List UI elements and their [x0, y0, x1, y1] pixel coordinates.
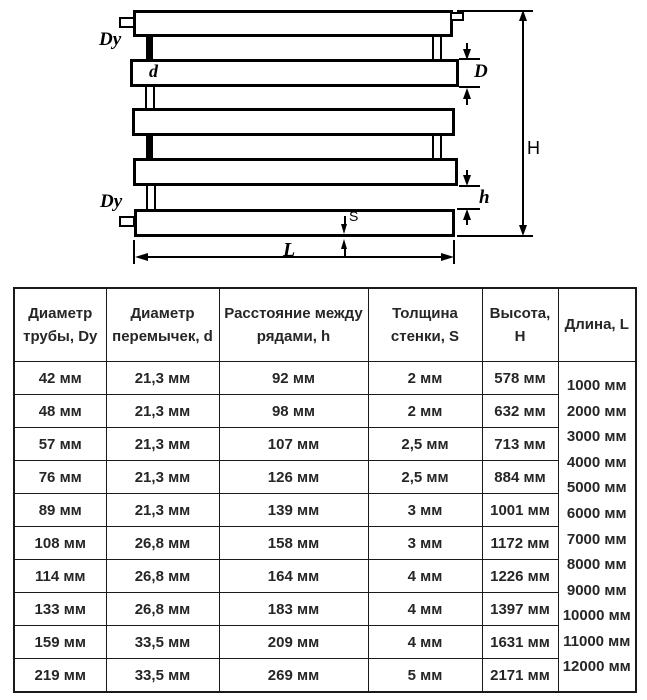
table-cell: 5 мм	[368, 659, 482, 693]
table-cell: 42 мм	[14, 362, 106, 395]
length-value: 9000 мм	[566, 581, 627, 599]
length-value: 6000 мм	[566, 504, 627, 522]
length-value: 10000 мм	[562, 607, 631, 625]
table-cell: 3 мм	[368, 527, 482, 560]
table-cell: 219 мм	[14, 659, 106, 693]
header-jumper-diameter: Диаметр перемычек, d	[106, 288, 219, 362]
table-cell: 2,5 мм	[368, 428, 482, 461]
table-cell: 139 мм	[219, 494, 368, 527]
length-value: 4000 мм	[566, 453, 627, 471]
length-value: 11000 мм	[563, 632, 631, 650]
dim-arrow-H-bottom	[519, 225, 527, 236]
length-value: 3000 мм	[566, 428, 627, 446]
dim-label-dy-bottom: Dy	[100, 191, 123, 212]
table-row	[14, 560, 636, 593]
length-value: 2000 мм	[566, 402, 627, 420]
table-cell: 26,8 мм	[106, 593, 219, 626]
table-cell: 1631 мм	[482, 626, 558, 659]
length-value: 7000 мм	[566, 530, 627, 548]
table-cell: 2,5 мм	[368, 461, 482, 494]
table-cell: 114 мм	[14, 560, 106, 593]
table-cell: 21,3 мм	[106, 395, 219, 428]
table-cell: 2 мм	[368, 395, 482, 428]
table-row	[14, 494, 636, 527]
table-row	[14, 593, 636, 626]
table-cell: 632 мм	[482, 395, 558, 428]
table-cell: 21,3 мм	[106, 494, 219, 527]
table-cell: 164 мм	[219, 560, 368, 593]
pipe-3	[132, 108, 455, 136]
table-cell: 2171 мм	[482, 659, 558, 693]
pipe-5	[134, 209, 455, 237]
table-cell: 183 мм	[219, 593, 368, 626]
table-cell: 269 мм	[219, 659, 368, 693]
table-cell: 108 мм	[14, 527, 106, 560]
length-value: 1000 мм	[566, 376, 627, 394]
dim-arrow-D-upper	[463, 49, 471, 60]
table-row	[14, 527, 636, 560]
table-cell: 158 мм	[219, 527, 368, 560]
dim-arrow-D-lower-line	[466, 97, 468, 105]
dim-label-S: S	[349, 208, 359, 224]
table-cell: 21,3 мм	[106, 461, 219, 494]
dim-label-d: d	[149, 61, 158, 81]
table-cell: 4 мм	[368, 626, 482, 659]
table-cell: 57 мм	[14, 428, 106, 461]
dimensions-spec-table	[13, 287, 637, 693]
table-cell: 107 мм	[219, 428, 368, 461]
table-cell: 89 мм	[14, 494, 106, 527]
dim-label-H: H	[527, 138, 540, 158]
table-cell: 1226 мм	[482, 560, 558, 593]
table-cell: 26,8 мм	[106, 527, 219, 560]
table-cell: 1001 мм	[482, 494, 558, 527]
length-value: 12000 мм	[562, 658, 631, 676]
dim-arrow-L-right	[441, 253, 454, 261]
register-radiator-diagram	[0, 0, 647, 283]
table-cell: 126 мм	[219, 461, 368, 494]
table-cell: 21,3 мм	[106, 428, 219, 461]
table-cell: 209 мм	[219, 626, 368, 659]
inlet-stub-top-left	[119, 17, 135, 28]
pipe-2	[130, 59, 459, 87]
table-cell: 26,8 мм	[106, 560, 219, 593]
dim-arrow-h-upper	[463, 175, 471, 186]
table-cell: 33,5 мм	[106, 659, 219, 693]
length-value: 5000 мм	[566, 479, 627, 497]
table-header-row	[14, 288, 636, 362]
table-cell: 98 мм	[219, 395, 368, 428]
dim-label-dy-top: Dy	[99, 29, 122, 50]
table-cell: 713 мм	[482, 428, 558, 461]
table-row	[14, 659, 636, 693]
table-cell: 2 мм	[368, 362, 482, 395]
dim-label-L: L	[283, 239, 296, 261]
table-cell: 4 мм	[368, 593, 482, 626]
dim-arrow-S-upper	[341, 224, 347, 234]
stub-top-right	[450, 12, 464, 21]
table-body	[14, 362, 636, 693]
table-cell: 4 мм	[368, 560, 482, 593]
table-cell: 159 мм	[14, 626, 106, 659]
length-value: 8000 мм	[566, 556, 627, 574]
table-row	[14, 626, 636, 659]
table-cell: 33,5 мм	[106, 626, 219, 659]
table-row	[14, 461, 636, 494]
dim-arrow-H-top	[519, 10, 527, 21]
dim-arrow-L-left	[135, 253, 148, 261]
header-row-spacing: Расстояние между рядами, h	[219, 288, 368, 362]
table-cell: 48 мм	[14, 395, 106, 428]
table-cell: 76 мм	[14, 461, 106, 494]
pipe-1	[133, 10, 453, 37]
table-cell: 884 мм	[482, 461, 558, 494]
dim-line-H	[522, 18, 524, 228]
table-cell: 578 мм	[482, 362, 558, 395]
table-cell: 3 мм	[368, 494, 482, 527]
table-cell: 1172 мм	[482, 527, 558, 560]
table-cell: 21,3 мм	[106, 362, 219, 395]
length-merged-cell	[558, 362, 636, 693]
table-row	[14, 395, 636, 428]
table-cell: 92 мм	[219, 362, 368, 395]
header-height: Высота, H	[482, 288, 558, 362]
header-wall-thickness: Толщина стенки, S	[368, 288, 482, 362]
dim-arrow-h-lower-line	[466, 218, 468, 225]
table-cell: 1397 мм	[482, 593, 558, 626]
header-length: Длина, L	[558, 288, 636, 362]
header-pipe-diameter: Диаметр трубы, Dy	[14, 288, 106, 362]
table-cell: 133 мм	[14, 593, 106, 626]
outlet-stub-bottom-left	[119, 216, 135, 227]
pipe-4	[133, 158, 458, 186]
table-row	[14, 362, 636, 395]
dim-label-D: D	[474, 61, 488, 82]
dim-label-h: h	[479, 187, 490, 208]
table-row	[14, 428, 636, 461]
